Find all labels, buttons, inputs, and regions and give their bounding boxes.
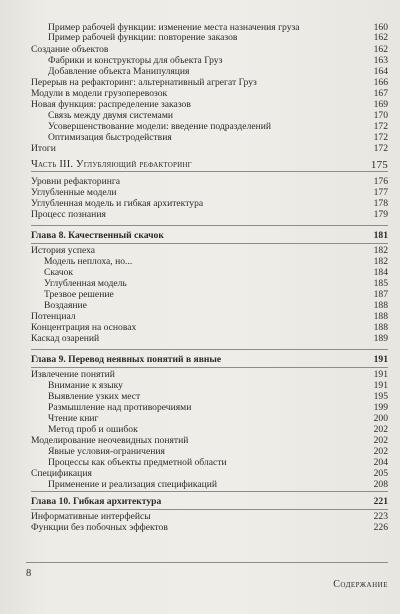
toc-entry-page: 205 [373, 468, 388, 479]
toc-entry [0, 300, 400, 311]
toc-entry-page: 223 [373, 511, 388, 522]
toc-entry-title: Глава 10. Гибкая архитектура [31, 496, 162, 507]
toc-entry-title: Модель неплоха, но... [44, 256, 133, 267]
toc-entry-title: Размышление над противоречиями [48, 402, 192, 413]
toc-entry-title: Применение и реализация спецификаций [48, 479, 218, 490]
toc-entry [0, 278, 400, 289]
toc-entry-title: Модули в модели грузоперевозок [31, 88, 168, 99]
toc-entry-page: 162 [373, 44, 388, 55]
toc-entry-title: Глава 9. Перевод неявных понятий в явные [31, 354, 222, 365]
toc-entry-title: Создание объектов [31, 44, 109, 55]
toc-entry [0, 333, 400, 344]
part-rule [31, 171, 388, 172]
toc-entry-page: 160 [373, 22, 388, 33]
toc-entry-page: 188 [373, 311, 388, 322]
toc-entry-page: 208 [373, 479, 388, 490]
toc-entry-title: Информативные интерфейсы [31, 511, 151, 522]
toc-entry-page: 170 [373, 110, 388, 121]
toc-entry-title: Концентрация на основах [31, 322, 137, 333]
toc-entry [0, 479, 400, 490]
toc-entry-page: 181 [373, 230, 388, 241]
toc-entry-page: 182 [373, 256, 388, 267]
toc-entry [0, 468, 400, 479]
toc-entry-title: Моделирование неочевидных понятий [31, 435, 189, 446]
toc-entry-title: Процесс познания [31, 209, 106, 220]
toc-entry-page: 202 [373, 424, 388, 435]
toc-entry-page: 172 [373, 143, 388, 154]
toc-entry-title: История успеха [31, 245, 96, 256]
toc-entry-title: Новая функция: распределение заказов [31, 99, 191, 110]
toc-entry [0, 132, 400, 143]
toc-entry-title: Добавление объекта Манипуляция [48, 66, 190, 77]
chapter-rule [31, 225, 388, 226]
toc-entry-page: 191 [373, 369, 388, 380]
toc-entry-page: 200 [373, 413, 388, 424]
toc-entry-title: Пример рабочей функции: изменение места назначения груза [48, 22, 300, 33]
toc-entry [0, 322, 400, 333]
toc-entry-title: Выявление узких мест [48, 391, 141, 402]
toc-entry [0, 209, 400, 220]
toc-entry-page: 188 [373, 322, 388, 333]
toc-entry-title: Углубленная модель и гибкая архитектура [31, 198, 204, 209]
toc-entry [0, 435, 400, 446]
toc-entry-page: 175 [370, 159, 388, 171]
chapter-rule [31, 509, 388, 510]
toc-entry-page: 189 [373, 333, 388, 344]
toc-entry-title: Чтение книг [48, 413, 99, 424]
toc-entry-page: 187 [373, 289, 388, 300]
toc-entry [0, 99, 400, 110]
chapter-rule [31, 367, 388, 368]
toc-entry-page: 163 [373, 55, 388, 66]
toc-entry-title: Функции без побочных эффектов [31, 522, 168, 533]
toc-entry-title: Скачок [44, 267, 74, 278]
chapter-heading [0, 230, 400, 241]
toc-entry-title: Итоги [31, 143, 56, 154]
toc-entry-page: 199 [373, 402, 388, 413]
toc-entry-title: Метод проб и ошибок [48, 424, 138, 435]
toc-entry-page: 184 [373, 267, 388, 278]
toc-entry-page: 172 [373, 132, 388, 143]
toc-entry [0, 187, 400, 198]
toc-entry-page: 172 [373, 121, 388, 132]
toc-entry [0, 88, 400, 99]
toc-entry-title: Часть III. Углубляющий рефакторинг [31, 159, 192, 170]
toc-entry [0, 32, 400, 43]
toc-entry-page: 202 [373, 435, 388, 446]
toc-entry [0, 446, 400, 457]
toc-entry-title: Фабрики и конструкторы для объекта Груз [48, 55, 223, 66]
running-head: Содержание [333, 579, 388, 590]
toc-entry [0, 66, 400, 77]
toc-entry-title: Пример рабочей функции: повторение заказов [48, 32, 238, 43]
toc-entry-title: Извлечение понятий [31, 369, 115, 380]
toc-entry [0, 121, 400, 132]
toc-entry [0, 413, 400, 424]
toc-entry-title: Углубленная модель [44, 278, 127, 289]
toc-entry [0, 457, 400, 468]
toc-entry [0, 198, 400, 209]
page-number: 8 [26, 568, 32, 579]
toc-entry-page: 162 [373, 32, 388, 43]
toc-entry [0, 245, 400, 256]
toc-entry-title: Усовершенствование модели: введение подразделений [48, 121, 272, 132]
chapter-heading [0, 496, 400, 507]
toc-entry-page: 176 [373, 176, 388, 187]
toc-entry-page: 204 [373, 457, 388, 468]
toc-entry-title: Спецификация [31, 468, 92, 479]
toc-entry-page: 188 [373, 300, 388, 311]
toc-entry-page: 191 [373, 354, 388, 365]
toc-entry-title: Углубленные модели [31, 187, 117, 198]
chapter-rule [31, 349, 388, 350]
toc-entry-page: 164 [373, 66, 388, 77]
toc-entry-page: 179 [373, 209, 388, 220]
toc-entry-page: 178 [373, 198, 388, 209]
toc-entry [0, 424, 400, 435]
toc-entry [0, 44, 400, 55]
toc-entry-title: Связь между двумя системами [48, 110, 174, 121]
toc-entry-title: Уровни рефакторинга [31, 176, 121, 187]
toc-entry [0, 311, 400, 322]
toc-entry [0, 402, 400, 413]
toc-entry-page: 185 [373, 278, 388, 289]
toc-entry [0, 289, 400, 300]
toc-entry-page: 166 [373, 77, 388, 88]
toc-entry [0, 380, 400, 391]
toc-entry-page: 169 [373, 99, 388, 110]
toc-entry-title: Процессы как объекты предметной области [48, 457, 227, 468]
toc-entry [0, 511, 400, 522]
toc-entry-title: Воздаяние [44, 300, 87, 311]
toc-entry [0, 522, 400, 533]
chapter-heading [0, 354, 400, 365]
toc-entry-page: 226 [373, 522, 388, 533]
toc-entry [0, 176, 400, 187]
toc-entry-title: Перерыв на рефакторинг: альтернативный агрегат Груз [31, 77, 257, 88]
toc-entry [0, 391, 400, 402]
part-heading [0, 158, 400, 172]
toc-entry [0, 110, 400, 121]
toc-entry-title: Оптимизация быстродействия [48, 132, 172, 143]
toc-entry [0, 77, 400, 88]
toc-entry-page: 202 [373, 446, 388, 457]
toc-entry-page: 177 [373, 187, 388, 198]
toc-entry-page: 195 [373, 391, 388, 402]
toc-entry [0, 267, 400, 278]
toc-entry-title: Каскад озарений [31, 333, 100, 344]
toc-entry [0, 369, 400, 380]
toc-entry [0, 143, 400, 154]
toc-entry [0, 256, 400, 267]
footer-rule [26, 562, 388, 563]
chapter-rule [31, 243, 388, 244]
toc-entry-title: Внимание к языку [48, 380, 123, 391]
toc-entry-page: 167 [373, 88, 388, 99]
toc-entry [0, 55, 400, 66]
toc-entry-page: 191 [373, 380, 388, 391]
chapter-rule [31, 491, 388, 492]
toc-entry-title: Трезвое решение [44, 289, 114, 300]
toc-entry-title: Явные условия-ограничения [48, 446, 165, 457]
toc-entry-title: Потенциал [31, 311, 76, 322]
toc-entry-page: 182 [373, 245, 388, 256]
toc-entry-page: 221 [373, 496, 388, 507]
toc-entry-title: Глава 8. Качественный скачок [31, 230, 164, 241]
